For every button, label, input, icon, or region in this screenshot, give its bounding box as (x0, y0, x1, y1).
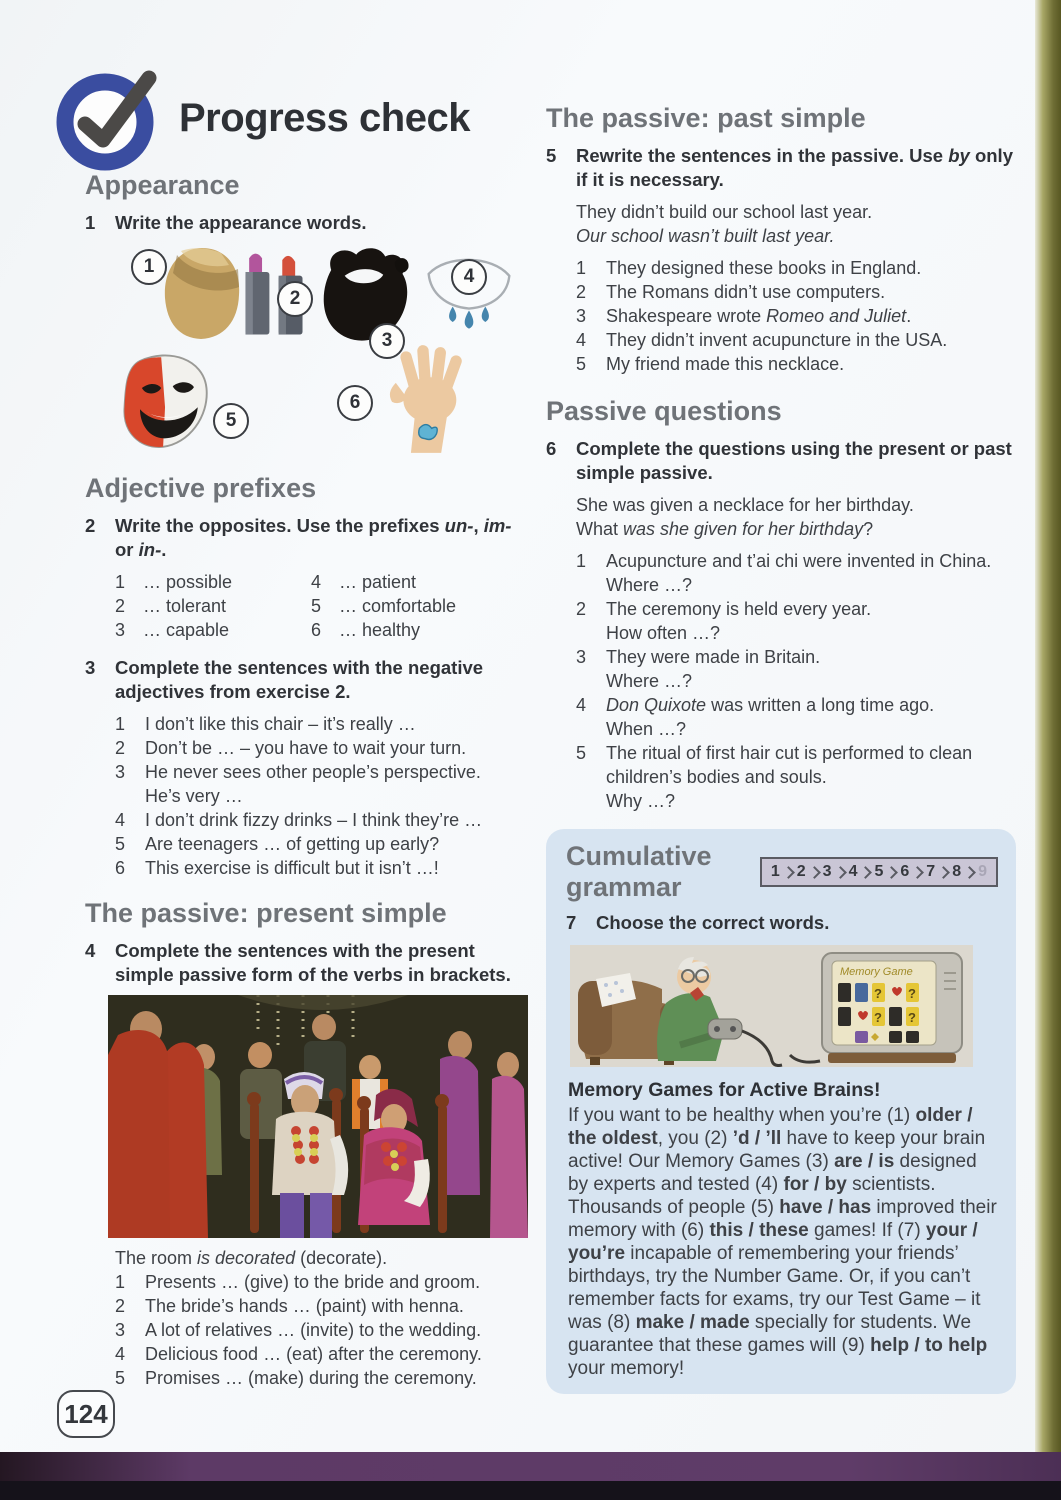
chevron-icon (834, 866, 847, 879)
list-item (576, 741, 1016, 813)
item-number: 3 (115, 762, 126, 782)
exercise-number: 6 (546, 438, 557, 459)
example-answer: What was she given for her birthday? (576, 519, 874, 539)
exercise4-header (85, 939, 535, 987)
item-text: He never sees other people’s perspective. He’s very … (145, 762, 481, 806)
unit-number: 1 (770, 863, 780, 880)
advert-title: Memory Games for Active Brains! (568, 1079, 881, 1101)
item-text: Promises … (make) during the ceremony. (145, 1368, 477, 1388)
picture-number-badge: 5 (213, 403, 249, 439)
list-item (115, 856, 535, 880)
picture-number-badge: 4 (451, 259, 487, 295)
item-text: … possible (143, 572, 233, 592)
question-card-glyph: ? (908, 986, 916, 1001)
appearance-pictures (85, 239, 535, 457)
chevron-icon (808, 866, 821, 879)
chevron-icon (937, 866, 950, 879)
list-item (576, 280, 1016, 304)
exercise-instruction: Complete the sentences with the negative adjectives from exercise 2. (115, 657, 484, 702)
list-item (115, 760, 535, 808)
list-item (115, 570, 311, 594)
chevron-icon (886, 866, 899, 879)
list-item (115, 736, 535, 760)
left-column (85, 66, 535, 1390)
title-row (55, 66, 535, 170)
passive-past-heading: The passive: past simple (546, 103, 866, 133)
exercise4-items (115, 1270, 535, 1390)
list-item (576, 352, 1016, 376)
chevron-icon (860, 866, 873, 879)
list-item (576, 304, 1016, 328)
appearance-heading: Appearance (85, 170, 240, 200)
unit-number: 3 (822, 863, 832, 880)
unit-number: 2 (796, 863, 806, 880)
item-statement: Don Quixote was written a long time ago. (606, 695, 935, 715)
section-adjective-prefixes (85, 473, 535, 880)
exercise7 (566, 911, 998, 1380)
tattoo-hand-figure (375, 343, 479, 460)
section-passive-past (546, 103, 1016, 376)
list-item (576, 328, 1016, 352)
list-item (576, 597, 1016, 645)
book-shadow-edge (0, 1481, 1061, 1500)
list-item (115, 808, 535, 832)
exercise-instruction: Write the appearance words. (115, 212, 367, 233)
unit-number: 6 (900, 863, 910, 880)
tv-screen-label: Memory Game (840, 966, 913, 978)
list-item (115, 594, 311, 618)
exercise-number: 2 (85, 515, 96, 536)
list-item (115, 1366, 535, 1390)
item-text: My friend made this necklace. (606, 354, 845, 374)
item-text (606, 549, 1016, 597)
page-title: Progress check (179, 95, 470, 140)
item-text (606, 693, 1016, 741)
list-item (115, 832, 535, 856)
book-edge-right (1035, 0, 1061, 1456)
list-item (115, 618, 311, 642)
item-number: 3 (576, 306, 587, 326)
chevron-icon (782, 866, 795, 879)
item-number: 3 (115, 620, 126, 640)
picture-number-badge: 1 (131, 249, 167, 285)
item-number: 4 (115, 1344, 126, 1364)
unit-number: 8 (952, 863, 962, 880)
unit-number: 7 (926, 863, 936, 880)
item-text: Presents … (give) to the bride and groom. (145, 1272, 481, 1292)
chevron-icon (963, 866, 976, 879)
unit-progress-bar (760, 857, 998, 887)
exercise-instruction: Complete the sentences with the present simple passive form of the verbs in brackets. (115, 940, 511, 985)
item-number: 1 (115, 1272, 126, 1292)
exercise3-items (115, 712, 535, 880)
advert-body: If you want to be healthy when you’re (1) older / the oldest, you (2) ’d / ’ll have to keep your brain active! Our Memory Games (3) are / is designed by experts and tested (4) for / by scientists. Thousands of people (5) have / has improved their memory with (6) this / these games! If (7) your / you’re incapable of remembering your friends’ birthdays, try the Number Game. Or, if you can’t remember facts for exams, try our Test Game – it was (8) make / made specially for students. We guarantee that these games will (9) help / to help your memory! (568, 1105, 997, 1379)
item-text: I don’t drink fizzy drinks – I think they’re … (145, 810, 483, 830)
item-text (606, 645, 1016, 693)
book-cover-edge (0, 1452, 1061, 1481)
item-number: 5 (576, 743, 587, 763)
exercise-number: 7 (566, 912, 577, 933)
item-text: This exercise is difficult but it isn’t …! (145, 858, 439, 878)
mask-icon (113, 351, 219, 453)
unit-number: 9 (978, 863, 987, 880)
list-item (576, 645, 1016, 693)
mask-figure (113, 351, 219, 458)
item-number: 2 (115, 1296, 126, 1316)
question-card-glyph: ? (874, 986, 882, 1001)
item-text: The Romans didn’t use computers. (606, 282, 886, 302)
cumulative-grammar-panel (546, 829, 1016, 1394)
exercise4-example: The room is decorated (decorate). (115, 1248, 388, 1268)
item-number: 6 (311, 620, 322, 640)
item-statement: They were made in Britain. (606, 647, 821, 667)
item-number: 4 (576, 330, 587, 350)
exercise-number: 1 (85, 212, 96, 233)
exercise2-header (85, 514, 535, 562)
item-question: When …? (606, 719, 687, 739)
item-text: … comfortable (339, 596, 457, 616)
item-text (606, 597, 1016, 645)
exercise-number: 5 (546, 145, 557, 166)
item-question: Where …? (606, 575, 693, 595)
item-number: 1 (115, 572, 126, 592)
item-question: Where …? (606, 671, 693, 691)
exercise5-example (576, 200, 1016, 248)
unit-number: 5 (874, 863, 884, 880)
unit-number: 4 (848, 863, 858, 880)
example-sentence: She was given a necklace for her birthday. (576, 495, 914, 515)
prefixes-heading: Adjective prefixes (85, 473, 317, 503)
item-text: They designed these books in England. (606, 258, 922, 278)
exercise-instruction: Complete the questions using the present or past simple passive. (576, 438, 1012, 483)
progress-check-icon (55, 64, 163, 172)
item-statement: Acupuncture and t’ai chi were invented in China. (606, 551, 992, 571)
exercise5-header (546, 144, 1016, 192)
item-number: 4 (115, 810, 126, 830)
exercise-number: 4 (85, 940, 96, 961)
exercise3-header (85, 656, 535, 704)
item-question: Why …? (606, 791, 676, 811)
exercise-number: 3 (85, 657, 96, 678)
cumulative-heading: Cumulative grammar (566, 841, 712, 902)
list-item (576, 693, 1016, 741)
item-text: Are teenagers … of getting up early? (145, 834, 440, 854)
exercise7-header (566, 911, 998, 935)
picture-number-badge: 6 (337, 385, 373, 421)
item-text: Delicious food … (eat) after the ceremony. (145, 1344, 482, 1364)
tattoo-hand-icon (375, 343, 479, 455)
exercise5-items (576, 256, 1016, 376)
item-statement: The ceremony is held every year. (606, 599, 872, 619)
list-item (115, 1270, 535, 1294)
item-number: 2 (115, 596, 126, 616)
item-text: They didn’t invent acupuncture in the USA. (606, 330, 948, 350)
item-number: 5 (311, 596, 322, 616)
passive-present-heading: The passive: present simple (85, 898, 447, 928)
item-text: I don’t like this chair – it’s really … (145, 714, 416, 734)
chevron-icon (911, 866, 924, 879)
section-appearance (85, 170, 535, 457)
page-number-badge: 124 (57, 1390, 115, 1438)
item-text: … tolerant (143, 596, 227, 616)
picture-number-badge: 2 (277, 281, 313, 317)
question-card-glyph: ? (908, 1010, 916, 1025)
cumulative-header-row (566, 841, 998, 903)
item-text: The bride’s hands … (paint) with henna. (145, 1296, 464, 1316)
example-sentence: They didn’t build our school last year. (576, 202, 873, 222)
list-item (115, 712, 535, 736)
item-number: 4 (311, 572, 322, 592)
item-number: 2 (576, 282, 587, 302)
item-number: 5 (576, 354, 587, 374)
list-item (576, 549, 1016, 597)
opposites-column-2 (311, 570, 531, 642)
item-text: … capable (143, 620, 230, 640)
opposites-list (115, 570, 535, 642)
exercise6-header (546, 437, 1016, 485)
question-card-glyph: ? (874, 1010, 882, 1025)
wig-figure (151, 243, 251, 348)
list-item (115, 1342, 535, 1366)
list-item (576, 256, 1016, 280)
wedding-photo (108, 995, 528, 1238)
picture-number-badge: 3 (369, 323, 405, 359)
item-number: 1 (576, 551, 587, 571)
item-statement: The ritual of first hair cut is performed to clean children’s bodies and souls. (606, 743, 973, 787)
exercise6-items (576, 549, 1016, 813)
section-passive-questions (546, 396, 1016, 813)
list-item (311, 618, 531, 642)
exercise-instruction: Choose the correct words. (596, 912, 830, 933)
list-item (115, 1318, 535, 1342)
list-item (311, 594, 531, 618)
right-column (546, 103, 1016, 1394)
item-question: How often …? (606, 623, 721, 643)
wig-icon (151, 243, 251, 343)
item-number: 6 (115, 858, 126, 878)
item-number: 1 (576, 258, 587, 278)
item-text: … patient (339, 572, 417, 592)
item-text: Don’t be … – you have to wait your turn. (145, 738, 467, 758)
exercise-instruction: Rewrite the sentences in the passive. Use by only if it is necessary. (576, 145, 1013, 190)
exercise6-example (576, 493, 1016, 541)
list-item (311, 570, 531, 594)
item-text (606, 741, 1016, 813)
item-text: … healthy (339, 620, 421, 640)
item-number: 2 (115, 738, 126, 758)
exercise-instruction: Write the opposites. Use the prefixes un-, im- or in-. (115, 515, 512, 560)
item-number: 4 (576, 695, 587, 715)
item-text: Shakespeare wrote Romeo and Juliet. (606, 306, 912, 326)
opposites-column-1 (115, 570, 311, 642)
section-passive-present (85, 898, 535, 1390)
item-text: A lot of relatives … (invite) to the wedding. (145, 1320, 482, 1340)
passive-questions-heading: Passive questions (546, 396, 782, 426)
exercise1-header (85, 211, 535, 235)
item-number: 2 (576, 599, 587, 619)
item-number: 5 (115, 1368, 126, 1388)
item-number: 1 (115, 714, 126, 734)
item-number: 3 (115, 1320, 126, 1340)
item-number: 5 (115, 834, 126, 854)
example-answer: Our school wasn’t built last year. (576, 226, 835, 246)
list-item (115, 1294, 535, 1318)
item-number: 3 (576, 647, 587, 667)
memory-game-cartoon (570, 945, 973, 1067)
